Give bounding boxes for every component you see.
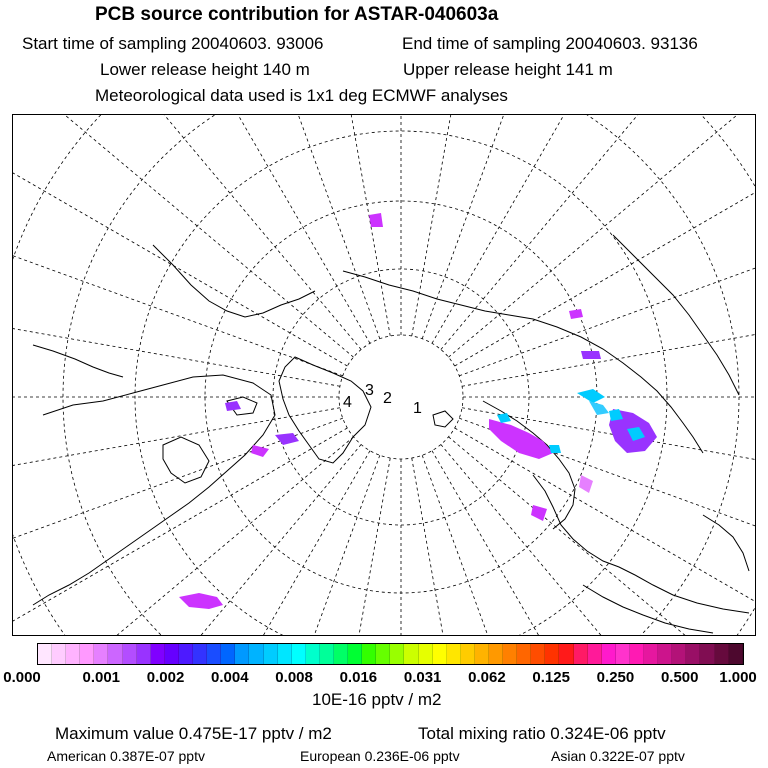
- meridian-line: [448, 115, 756, 357]
- time-label-3: 3: [365, 382, 374, 399]
- color-swatch: [658, 644, 672, 664]
- latitude-circle: [205, 201, 597, 593]
- color-swatch: [108, 644, 122, 664]
- color-swatch: [38, 644, 52, 664]
- color-swatch: [729, 644, 743, 664]
- plume-baffin: [275, 433, 299, 445]
- color-swatch: [207, 644, 221, 664]
- meridian-line: [13, 408, 340, 536]
- plume-siberia-north: [369, 213, 383, 227]
- plume-labrador: [251, 445, 269, 457]
- meridian-line: [412, 458, 540, 636]
- color-swatch: [278, 644, 292, 664]
- polar-map: [12, 114, 756, 636]
- meridian-line: [127, 115, 379, 339]
- plume-asia-cyan-b: [589, 401, 609, 415]
- china-coast: [703, 515, 749, 571]
- meridian-line: [13, 258, 340, 386]
- color-swatch: [137, 644, 151, 664]
- color-swatch: [503, 644, 517, 664]
- scale-tick-label: 0.125: [532, 669, 570, 686]
- scale-tick-label: 0.250: [596, 669, 635, 686]
- latitude-circle: [13, 115, 756, 636]
- scale-tick-label: 0.062: [468, 669, 506, 686]
- color-swatch: [559, 644, 573, 664]
- color-swatch: [686, 644, 700, 664]
- color-swatch: [489, 644, 503, 664]
- meridian-line: [13, 115, 354, 357]
- meridian-line: [13, 428, 347, 636]
- map-canvas: [13, 115, 756, 636]
- color-swatch: [221, 644, 235, 664]
- color-swatch: [165, 644, 179, 664]
- meridian-line: [13, 115, 370, 343]
- color-scale-bar: [37, 643, 744, 665]
- scale-tick-label: 0.001: [82, 669, 121, 686]
- color-swatch: [249, 644, 263, 664]
- color-swatch: [179, 644, 193, 664]
- color-swatch: [700, 644, 714, 664]
- east-asia-coast: [613, 235, 739, 395]
- time-label-1: 1: [413, 400, 422, 417]
- color-swatch: [320, 644, 334, 664]
- europe-coast: [533, 475, 749, 613]
- plume-canada-west: [225, 401, 241, 411]
- meridian-line: [13, 115, 361, 350]
- meridian-line: [13, 444, 361, 636]
- color-swatch: [545, 644, 559, 664]
- end-time-label: End time of sampling 20040603. 93136: [402, 34, 698, 53]
- american-contribution: American 0.387E-07 pptv: [47, 748, 205, 764]
- meridian-line: [432, 115, 756, 343]
- units-label: 10E-16 pptv / m2: [312, 690, 442, 709]
- color-swatch: [306, 644, 320, 664]
- canada-arctic-coast: [33, 375, 275, 605]
- color-swatch: [574, 644, 588, 664]
- color-swatch: [419, 644, 433, 664]
- meridian-line: [262, 458, 390, 636]
- plume-europe-cyan: [549, 445, 561, 453]
- color-swatch: [616, 644, 630, 664]
- svalbard-coast: [433, 411, 453, 427]
- color-swatch: [52, 644, 66, 664]
- meridian-line: [13, 437, 354, 636]
- color-swatch: [193, 644, 207, 664]
- color-swatch: [348, 644, 362, 664]
- plume-asia-south: [579, 475, 593, 493]
- meridian-line: [455, 115, 756, 366]
- latitude-circle: [339, 335, 463, 459]
- time-label-2: 2: [383, 390, 392, 407]
- meridian-line: [459, 418, 756, 636]
- scale-tick-label: 0.031: [403, 669, 442, 686]
- color-swatch: [630, 644, 644, 664]
- color-swatch: [390, 644, 404, 664]
- greenland-coast: [279, 357, 371, 463]
- color-swatch: [334, 644, 348, 664]
- trajectory-time-labels: [343, 382, 422, 417]
- plume-canada: [179, 593, 223, 609]
- scale-tick-label: 0.002: [146, 669, 185, 686]
- color-swatch: [376, 644, 390, 664]
- color-swatch: [66, 644, 80, 664]
- total-mixing-label: Total mixing ratio 0.324E-06 pptv: [418, 724, 666, 743]
- scale-tick-label: 0.004: [211, 669, 249, 686]
- plume-siberia-mid: [569, 309, 583, 319]
- meridian-line: [441, 115, 756, 350]
- european-contribution: European 0.236E-06 pptv: [300, 748, 460, 764]
- graticule-grid: [13, 115, 756, 636]
- plume-asia-cyan-a: [577, 389, 605, 403]
- color-swatch: [80, 644, 94, 664]
- color-swatch: [644, 644, 658, 664]
- meridian-line: [13, 123, 343, 375]
- scale-tick-label: 0.500: [660, 669, 699, 686]
- color-swatch: [151, 644, 165, 664]
- color-swatch: [123, 644, 137, 664]
- scale-tick-label: 0.000: [3, 669, 41, 686]
- plume-arctic-east: [581, 351, 601, 359]
- meridian-line: [13, 418, 343, 636]
- color-swatch: [292, 644, 306, 664]
- north-africa-coast: [583, 585, 713, 633]
- north-america-west-coast: [33, 345, 123, 377]
- alaska-coast: [153, 245, 315, 317]
- time-label-4: 4: [343, 394, 352, 411]
- meridian-line: [432, 451, 756, 636]
- scale-tick-label: 0.016: [339, 669, 378, 686]
- meridian-line: [412, 115, 540, 336]
- color-swatch: [602, 644, 616, 664]
- color-swatch: [433, 644, 447, 664]
- color-swatch: [264, 644, 278, 664]
- latitude-circle: [273, 269, 529, 525]
- color-swatch: [475, 644, 489, 664]
- color-swatch: [94, 644, 108, 664]
- scale-tick-label: 0.008: [275, 669, 313, 686]
- upper-release-label: Upper release height 141 m: [403, 60, 613, 79]
- plot-title: PCB source contribution for ASTAR-040603a: [95, 4, 499, 25]
- hudson-bay-coast: [163, 437, 209, 483]
- color-swatch: [517, 644, 531, 664]
- color-swatch: [715, 644, 729, 664]
- color-swatch: [531, 644, 545, 664]
- meridian-line: [13, 451, 370, 636]
- color-swatch: [235, 644, 249, 664]
- asian-contribution: Asian 0.322E-07 pptv: [551, 748, 685, 764]
- plume-europe-south: [531, 505, 547, 521]
- meridian-line: [13, 115, 347, 366]
- color-swatch: [447, 644, 461, 664]
- lower-release-label: Lower release height 140 m: [100, 60, 310, 79]
- meridian-line: [441, 444, 756, 636]
- color-swatch: [672, 644, 686, 664]
- start-time-label: Start time of sampling 20040603. 93006: [22, 34, 324, 53]
- color-swatch: [404, 644, 418, 664]
- color-swatch: [461, 644, 475, 664]
- scale-tick-label: 1.000: [719, 669, 757, 686]
- max-value-label: Maximum value 0.475E-17 pptv / m2: [55, 724, 332, 743]
- color-swatch: [588, 644, 602, 664]
- color-swatch: [362, 644, 376, 664]
- meridian-line: [462, 258, 756, 386]
- met-data-label: Meteorological data used is 1x1 deg ECMWF analyses: [95, 86, 508, 105]
- latitude-circle: [13, 115, 756, 636]
